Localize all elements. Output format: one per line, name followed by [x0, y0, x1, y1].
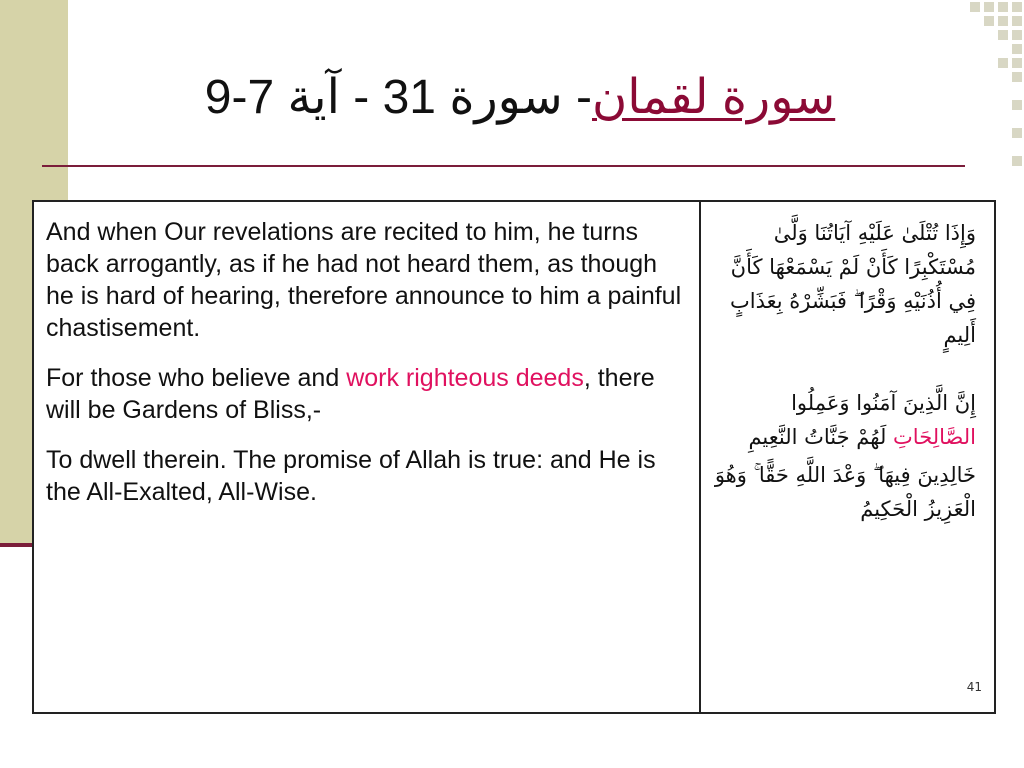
english-verse-8-end: , there will be Gardens of Bliss,-: [46, 364, 655, 424]
title-divider: [42, 165, 965, 167]
arabic-verse-8-end: لَهُمْ جَنَّاتُ النَّعِيمِ: [748, 425, 894, 449]
english-translation-column: [34, 202, 701, 712]
corner-dot-pattern: [968, 0, 1024, 190]
verse-table: [32, 200, 996, 714]
english-verse-9: To dwell therein. The promise of Allah is true: and He is the All-Exalted, All-Wise.: [46, 446, 656, 506]
arabic-verse-7: وَإِذَا تُتْلَىٰ عَلَيْهِ آيَاتُنَا وَلَّىٰ مُسْتَكْبِرًا كَأَنْ لَمْ يَسْمَعْهَا كَأَنَّ فِي أُذُنَيْهِ وَقْرًا ۖ فَبَشِّرْهُ بِعَذَابٍ أَلِيمٍ: [729, 221, 976, 347]
arabic-verse-8-start: إِنَّ الَّذِينَ آمَنُوا وَعَمِلُوا: [791, 391, 976, 415]
arabic-highlight: الصَّالِحَاتِ: [893, 425, 976, 449]
surah-title-link[interactable]: سورة لقمان: [592, 71, 836, 124]
english-verse-8-start: For those who believe and: [46, 364, 347, 392]
english-verse-7: And when Our revelations are recited to him, he turns back arrogantly, as if he had not heard them, as though he is hard of hearing, therefore announce to him a painful chastisement.: [46, 218, 682, 342]
english-highlight: work righteous deeds: [346, 364, 584, 392]
title-text: - سورة 31 - آية 7-9: [204, 71, 592, 124]
arabic-verse-9: خَالِدِينَ فِيهَا ۖ وَعْدَ اللَّهِ حَقًّا ۚ وَهُوَ الْعَزِيزُ الْحَكِيمُ: [714, 463, 976, 521]
arabic-verse-8: [713, 386, 976, 454]
arabic-text-column: [701, 202, 994, 712]
slide-number: 41: [966, 680, 982, 694]
english-verse-8: [46, 362, 685, 426]
slide-title: [150, 62, 890, 132]
